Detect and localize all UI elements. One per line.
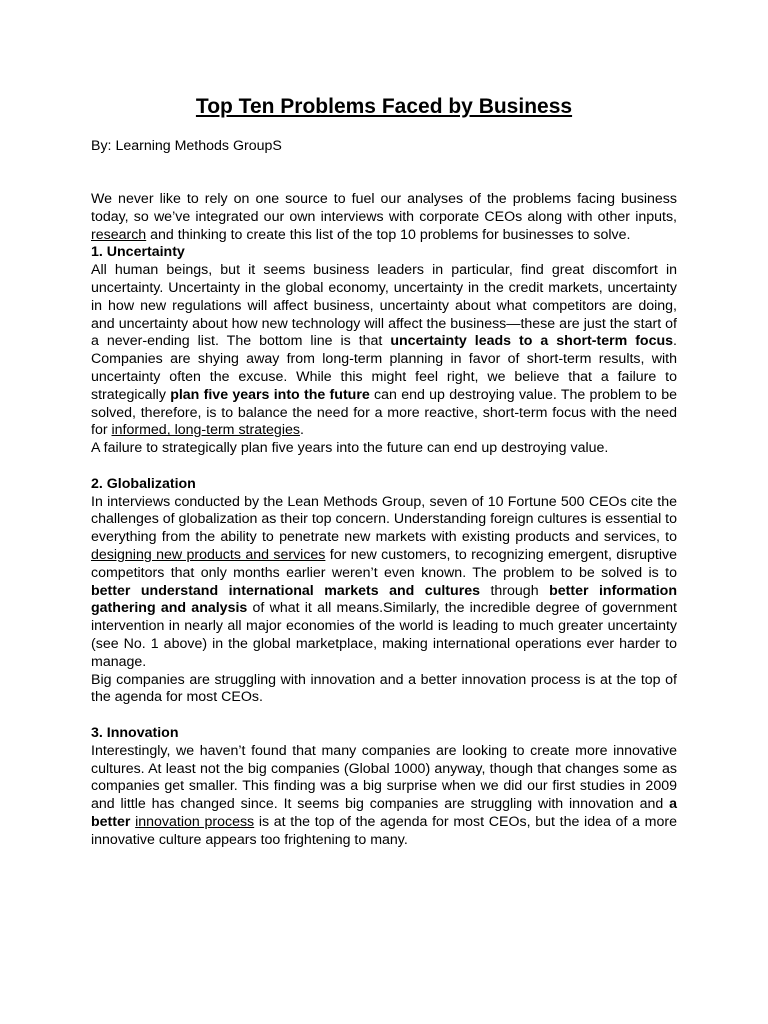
globalization-pullquote: Big companies are struggling with innovation and a better innovation process is at the top of the agenda for most CEOs.: [91, 671, 677, 706]
designing-products-link[interactable]: designing new products and services: [91, 546, 326, 563]
innovation-paragraph: Interestingly, we haven’t found that many companies are looking to create more innovative cultures. At least not the big companies (Global 1000) anyway, though that changes some as companies get smaller. This finding was a big surprise when we did our first studies in 2009 and little has changed since. It seems big companies are struggling with innovation and a better innovation process is at the top of the agenda for most CEOs, but the idea of a more innovative culture appears too frightening to many.: [91, 742, 677, 848]
uncertainty-paragraph: All human beings, but it seems business leaders in particular, find great discomfort in uncertainty. Uncertainty in the global economy, uncertainty in the credit markets, uncertainty in how new regulations will affect business, uncertainty about what competitors are doing, and uncertainty about how new technology will affect the business—these are just the start of a never-ending list. The bottom line is that uncertainty leads to a short-term focus. Companies are shying away from long-term planning in favor of short-term results, with uncertainty often the excuse. While this might feel right, we believe that a failure to strategically plan five years into the future can end up destroying value. The problem to be solved, therefore, is to balance the need for a more reactive, short-term focus with the need for informed, long-term strategies.: [91, 262, 677, 439]
intro-paragraph: We never like to rely on one source to fuel our analyses of the problems facing business today, so we’ve integrated our own interviews with corporate CEOs along with other inputs, research and thinking to create this list of the top 10 problems for businesses to solve.: [91, 191, 677, 243]
research-link[interactable]: research: [91, 226, 147, 243]
section-heading-uncertainty: 1. Uncertainty: [91, 244, 185, 261]
section-heading-innovation: 3. Innovation: [91, 724, 179, 741]
document-body: [91, 191, 677, 849]
paragraph-gap: [91, 458, 677, 476]
uncertainty-pullquote: A failure to strategically plan five years into the future can end up destroying value.: [91, 440, 609, 457]
section-heading-globalization: 2. Globalization: [91, 475, 196, 492]
document-title: Top Ten Problems Faced by Business: [195, 95, 573, 118]
informed-strategies-link[interactable]: informed, long-term strategies: [111, 422, 300, 439]
globalization-paragraph: In interviews conducted by the Lean Methods Group, seven of 10 Fortune 500 CEOs cite the challenges of globalization as their top concern. Understanding foreign cultures is essential to everything from the ability to penetrate new markets with existing products and services, to designing new products and services for new customers, to recognizing emergent, disruptive competitors that only months earlier weren’t even known. The problem to be solved is to better understand international markets and cultures through better information gathering and analysis of what it all means.Similarly, the incredible degree of government intervention in nearly all major economies of the world is leading to much greater uncertainty (see No. 1 above) in the global marketplace, making international operations ever harder to manage.: [91, 493, 678, 670]
innovation-process-link[interactable]: innovation process: [135, 813, 255, 830]
paragraph-gap: [91, 707, 677, 725]
byline: By: Learning Methods GroupS: [91, 138, 282, 154]
